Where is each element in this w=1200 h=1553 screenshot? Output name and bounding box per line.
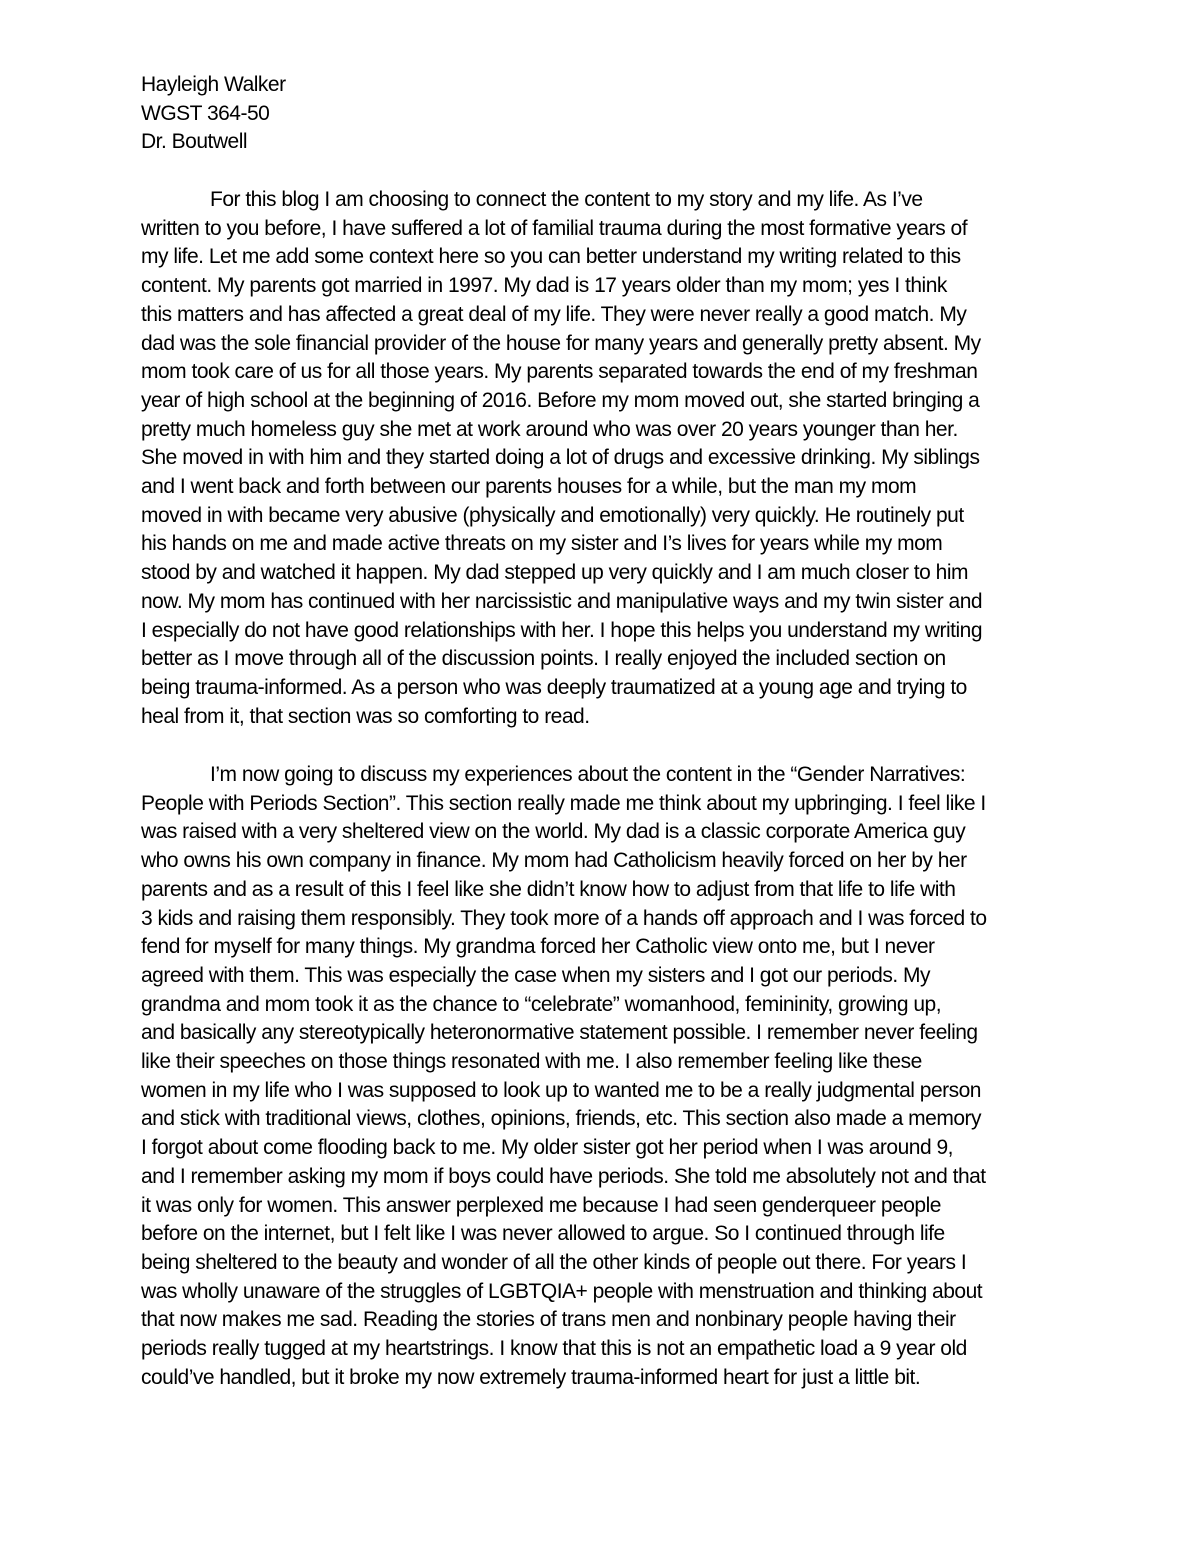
paragraph-line: dad was the sole financial provider of the house for many years and generally pretty absent. My bbox=[141, 331, 981, 355]
paragraph-line: and stick with traditional views, clothes, opinions, friends, etc. This section also made a memory bbox=[141, 1107, 982, 1131]
paragraph-line: written to you before, I have suffered a lot of familial trauma during the most formative years of bbox=[141, 216, 968, 240]
paragraph-line: could’ve handled, but it broke my now extremely trauma-informed heart for just a little bit. bbox=[141, 1365, 921, 1389]
paragraph-line: pretty much homeless guy she met at work around who was over 20 years younger than her. bbox=[141, 417, 958, 441]
course-code: WGST 364-50 bbox=[141, 101, 270, 125]
paragraph-line: and I remember asking my mom if boys could have periods. She told me absolutely not and that bbox=[141, 1164, 986, 1188]
document-header bbox=[141, 71, 286, 157]
paragraph-line: my life. Let me add some context here so you can better understand my writing related to this bbox=[141, 245, 961, 269]
paragraph-line: now. My mom has continued with her narcissistic and manipulative ways and my twin sister and bbox=[141, 589, 983, 613]
paragraph-line: moved in with became very abusive (physically and emotionally) very quickly. He routinely put bbox=[141, 503, 964, 527]
paragraph-line: and I went back and forth between our parents houses for a while, but the man my mom bbox=[141, 475, 917, 499]
paragraph-line: People with Periods Section”. This section really made me think about my upbringing. I feel like I bbox=[141, 791, 986, 815]
paragraph-line: being sheltered to the beauty and wonder of all the other kinds of people out there. For years I bbox=[141, 1250, 967, 1274]
paragraph-line: fend for myself for many things. My grandma forced her Catholic view onto me, but I never bbox=[141, 935, 935, 959]
paragraph-line: heal from it, that section was so comforting to read. bbox=[141, 704, 590, 728]
paragraph-line: who owns his own company in finance. My mom had Catholicism heavily forced on her by her bbox=[141, 849, 967, 873]
paragraph-line: periods really tugged at my heartstrings. I know that this is not an empathetic load a 9 year old bbox=[141, 1337, 967, 1361]
paragraph-line: I especially do not have good relationships with her. I hope this helps you understand my writing bbox=[141, 618, 983, 642]
paragraph-line: his hands on me and made active threats on my sister and I’s lives for years while my mom bbox=[141, 532, 943, 556]
paragraph-line: women in my life who I was supposed to look up to wanted me to be a really judgmental person bbox=[141, 1078, 981, 1102]
paragraph-1 bbox=[141, 186, 1066, 731]
paragraph-line: She moved in with him and they started doing a lot of drugs and excessive drinking. My siblings bbox=[141, 446, 980, 470]
paragraph-line: grandma and mom took it as the chance to “celebrate” womanhood, femininity, growing up, bbox=[141, 992, 942, 1016]
paragraph-line: before on the internet, but I felt like I was never allowed to argue. So I continued through life bbox=[141, 1222, 945, 1246]
paragraph-line: agreed with them. This was especially the case when my sisters and I got our periods. My bbox=[141, 963, 930, 987]
paragraph-line: being trauma-informed. As a person who was deeply traumatized at a young age and trying to bbox=[141, 675, 967, 699]
paragraph-line: I forgot about come flooding back to me. My older sister got her period when I was around 9, bbox=[141, 1136, 953, 1160]
paragraph-line: For this blog I am choosing to connect the content to my story and my life. As I’ve bbox=[210, 188, 923, 211]
paragraph-line: this matters and has affected a great deal of my life. They were never really a good match. My bbox=[141, 302, 967, 326]
paragraph-line: was raised with a very sheltered view on the world. My dad is a classic corporate America guy bbox=[141, 820, 966, 844]
paragraph-line: it was only for women. This answer perplexed me because I had seen genderqueer people bbox=[141, 1193, 941, 1217]
paragraph-line: better as I move through all of the discussion points. I really enjoyed the included section on bbox=[141, 647, 946, 671]
paragraph-line: like their speeches on those things resonated with me. I also remember feeling like these bbox=[141, 1050, 922, 1074]
author-name: Hayleigh Walker bbox=[141, 73, 286, 96]
paragraph-line: content. My parents got married in 1997. My dad is 17 years older than my mom; yes I think bbox=[141, 274, 947, 298]
instructor-name: Dr. Boutwell bbox=[141, 130, 248, 154]
paragraph-line: stood by and watched it happen. My dad stepped up very quickly and I am much closer to him bbox=[141, 561, 968, 585]
paragraph-line: I’m now going to discuss my experiences about the content in the “Gender Narratives: bbox=[210, 763, 966, 786]
paragraph-line: and basically any stereotypically heteronormative statement possible. I remember never feeling bbox=[141, 1021, 978, 1045]
paragraph-line: year of high school at the beginning of 2016. Before my mom moved out, she started bringing a bbox=[141, 388, 980, 412]
paragraph-line: mom took care of us for all those years. My parents separated towards the end of my freshman bbox=[141, 360, 978, 384]
paragraph-line: that now makes me sad. Reading the stories of trans men and nonbinary people having their bbox=[141, 1308, 956, 1332]
paragraph-line: was wholly unaware of the struggles of LGBTQIA+ people with menstruation and thinking about bbox=[141, 1279, 983, 1303]
paragraph-2 bbox=[141, 761, 1066, 1392]
paragraph-line: 3 kids and raising them responsibly. They took more of a hands off approach and I was forced to bbox=[141, 906, 987, 930]
paragraph-line: parents and as a result of this I feel like she didn’t know how to adjust from that life to life with bbox=[141, 877, 956, 901]
